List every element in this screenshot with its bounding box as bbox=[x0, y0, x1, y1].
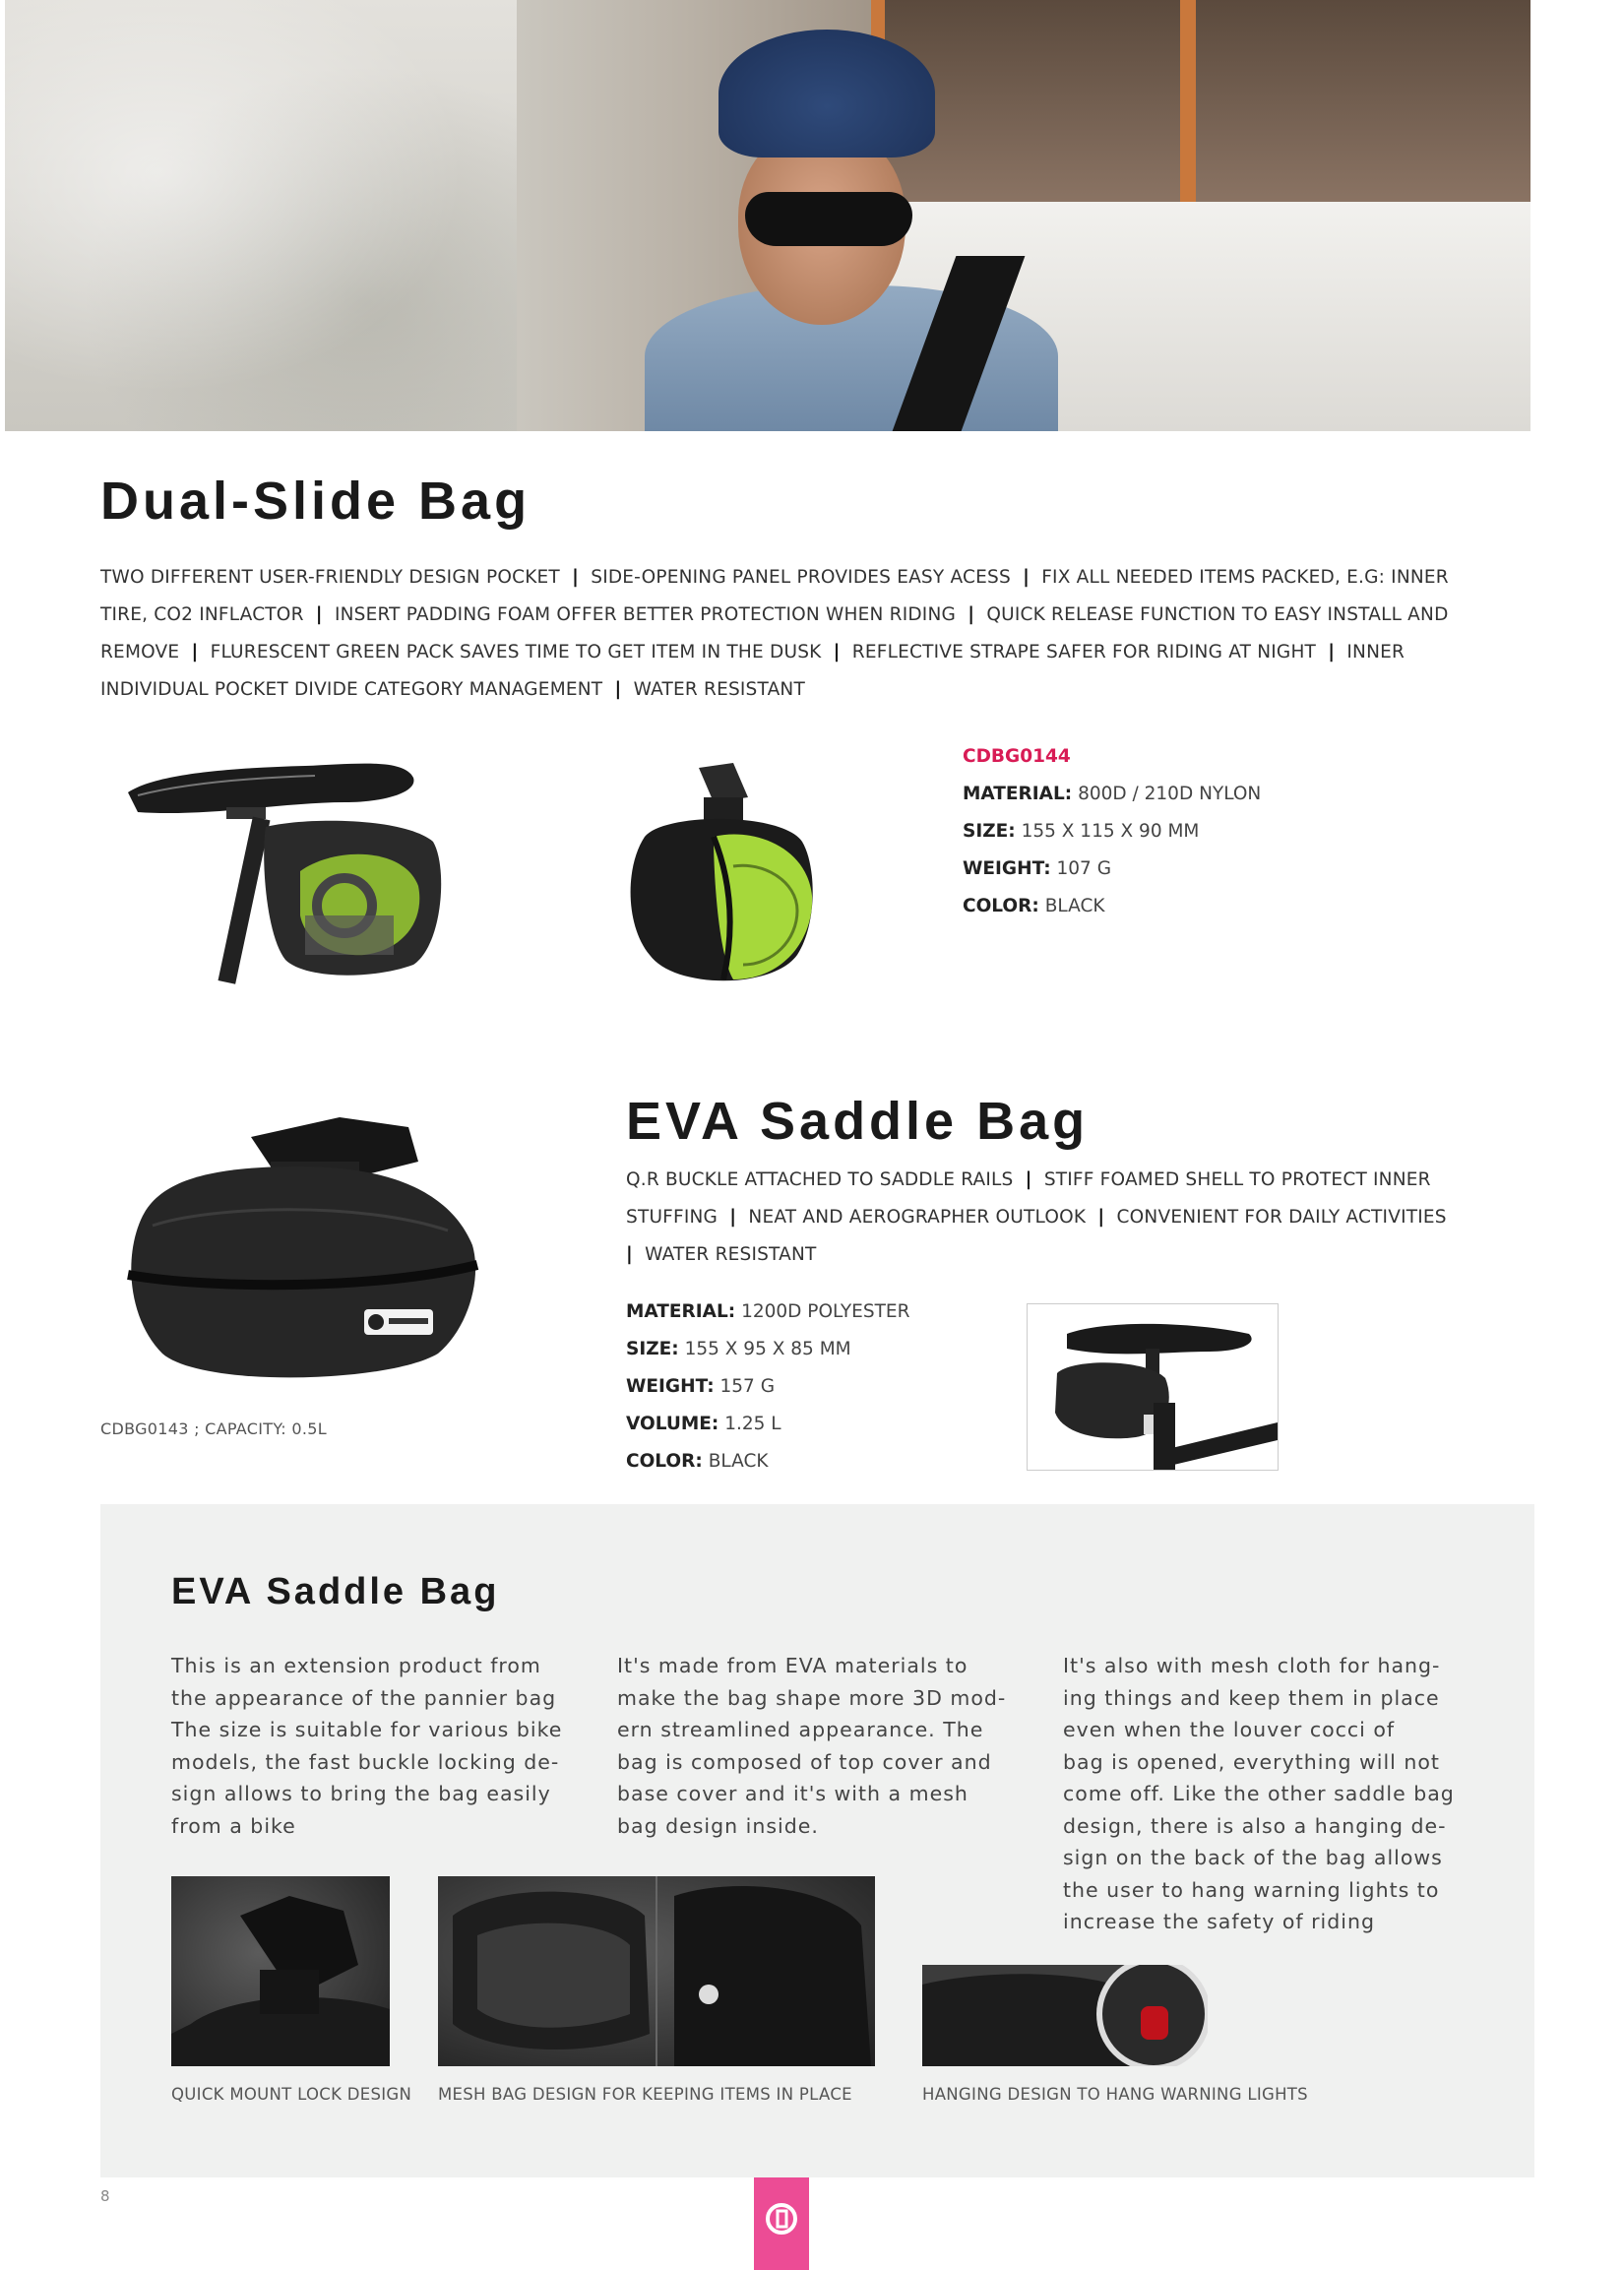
brand-logo-icon bbox=[754, 2191, 809, 2250]
caption-quick-mount: QUICK MOUNT LOCK DESIGN bbox=[171, 2085, 412, 2104]
spec-size: SIZE: 155 X 95 X 85 MM bbox=[626, 1339, 851, 1359]
hanging-design-photo bbox=[922, 1965, 1208, 2066]
spec-material: MATERIAL: 1200D POLYESTER bbox=[626, 1301, 910, 1322]
dual-slide-open-photo bbox=[605, 758, 842, 994]
panel-column-2: It's made from EVA materials to make the bag shape more 3D mod- ern streamlined appearance. The bag is composed of top cover and base cover and it's with a mesh bag design inside. bbox=[617, 1654, 1007, 1838]
spec-color: COLOR: BLACK bbox=[963, 896, 1105, 916]
hero-photo bbox=[5, 0, 1530, 431]
eva-title: EVA Saddle Bag bbox=[626, 1092, 1090, 1151]
eva-specs bbox=[626, 1293, 909, 1481]
spec-size: SIZE: 155 X 115 X 90 MM bbox=[963, 821, 1200, 842]
mesh-bag-photo bbox=[438, 1876, 875, 2066]
caption-mesh-bag: MESH BAG DESIGN FOR KEEPING ITEMS IN PLACE bbox=[438, 2085, 852, 2104]
eva-mounted-inset-photo bbox=[1027, 1303, 1279, 1471]
panel-title: EVA Saddle Bag bbox=[171, 1571, 500, 1612]
spec-color: COLOR: BLACK bbox=[626, 1451, 769, 1472]
brand-tab bbox=[754, 2177, 809, 2270]
eva-features: Q.R BUCKLE ATTACHED TO SADDLE RAILS | STIFF FOAMED SHELL TO PROTECT INNER STUFFING | NEAT AND AEROGRAPHER OUTLOOK | CONVENIENT FOR DAILY ACTIVITIES | WATER RESISTANT bbox=[626, 1169, 1447, 1265]
caption-hanging-design: HANGING DESIGN TO HANG WARNING LIGHTS bbox=[922, 2085, 1308, 2104]
product-code: CDBG0144 bbox=[963, 746, 1071, 767]
panel-column-1: This is an extension product from the appearance of the pannier bag The size is suitable for various bike models, the fast buckle locking de- sign allows to bring the bag easily from a bike bbox=[171, 1654, 563, 1838]
dual-slide-title: Dual-Slide Bag bbox=[100, 472, 531, 531]
quick-mount-photo bbox=[171, 1876, 390, 2066]
dual-slide-specs bbox=[963, 738, 1261, 925]
spec-weight: WEIGHT: 157 G bbox=[626, 1376, 776, 1397]
spec-volume: VOLUME: 1.25 L bbox=[626, 1414, 781, 1434]
panel-column-3: It's also with mesh cloth for hang- ing things and keep them in place even when the louver cocci of bag is opened, everything will not come off. Like the other saddle bag design, there is also a hanging de- sign on the back of the bag allows the user to hang warning lights to increase the safety of riding bbox=[1063, 1654, 1455, 1933]
spec-material: MATERIAL: 800D / 210D NYLON bbox=[963, 784, 1262, 804]
eva-bag-photo bbox=[113, 1107, 487, 1393]
spec-weight: WEIGHT: 107 G bbox=[963, 858, 1112, 879]
dual-slide-features: TWO DIFFERENT USER-FRIENDLY DESIGN POCKET | SIDE-OPENING PANEL PROVIDES EASY ACESS | FIX ALL NEEDED ITEMS PACKED, E.G: INNER TIRE, CO2 INFLACTOR | INSERT PADDING FOAM OFFER BETTER PROTECTION WHEN RIDING | QUICK RELEASE FUNCTION TO EASY INSTALL AND REMOVE | FLURESCENT GREEN PACK SAVES TIME TO GET ITEM IN THE DUSK | REFLECTIVE STRAPE SAFER FOR RIDING AT NIGHT | INNER INDIVIDUAL POCKET DIVIDE CATEGORY MANAGEMENT | WATER RESISTANT bbox=[100, 567, 1449, 700]
eva-bag-caption: CDBG0143 ; CAPACITY: 0.5L bbox=[100, 1419, 327, 1438]
page-number: 8 bbox=[100, 2187, 110, 2205]
dual-slide-mounted-photo bbox=[118, 748, 453, 984]
